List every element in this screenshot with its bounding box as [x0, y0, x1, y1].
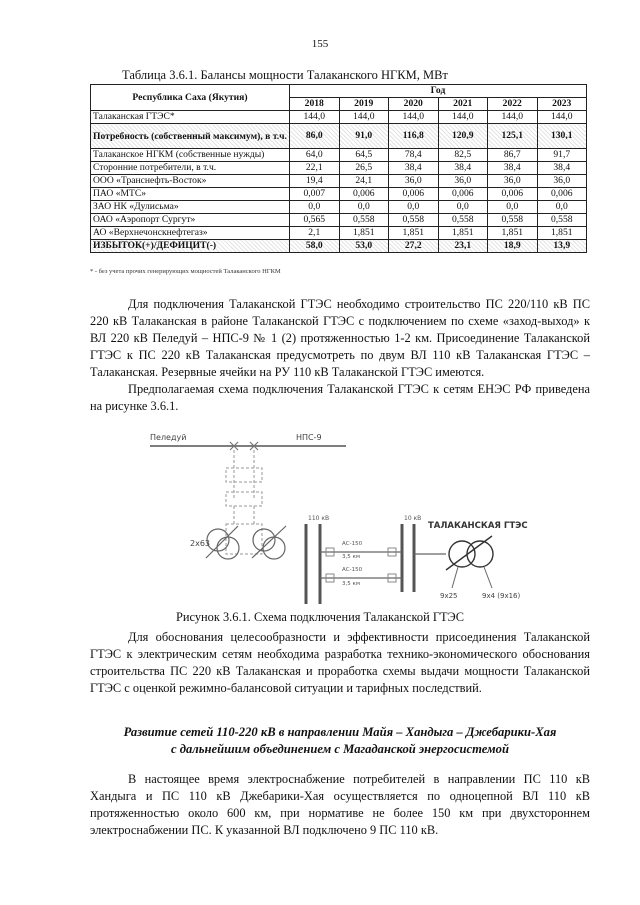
table-title: Таблица 3.6.1. Балансы мощности Талаканского НГКМ, МВт — [122, 68, 448, 82]
generator-taps — [452, 567, 492, 588]
section-heading — [90, 724, 590, 758]
value-cell: 27,2 — [389, 240, 439, 253]
value-cell: 19,4 — [290, 175, 340, 188]
table-row — [91, 175, 587, 188]
label-gtes: ТАЛАКАНСКАЯ ГТЭС — [428, 521, 528, 531]
row-label: Потребность (собственный максимум), в т.ч. — [91, 124, 290, 149]
value-cell: 22,1 — [290, 162, 340, 175]
year-header: 2020 — [389, 98, 439, 111]
value-cell: 64,5 — [339, 149, 389, 162]
label-line2b: 3,5 км — [342, 581, 360, 587]
year-header: 2019 — [339, 98, 389, 111]
row-label: ПАО «МТС» — [91, 188, 290, 201]
table-footnote: * - без учета прочих генерирующих мощностей Талаканского НГКМ — [90, 268, 281, 275]
value-cell: 1,851 — [339, 227, 389, 240]
row-label: ИЗБЫТОК(+)/ДЕФИЦИТ(-) — [91, 240, 290, 253]
table-header-region: Республика Саха (Якутия) — [91, 85, 290, 111]
row-label: ОАО «Аэропорт Сургут» — [91, 214, 290, 227]
value-cell: 36,0 — [488, 175, 538, 188]
paragraph-3: Для обоснования целесообразности и эффективности присоединения Талаканской ГТЭС к электрическим сетям необходима разработка технико-экономического обоснования строительства ПС 220 кВ Талаканская и проработка схемы выдачи мощности Талаканской ГТЭС с оценкой режимно-балансовой ситуации и тарифных последствий. — [90, 630, 590, 695]
value-cell: 91,0 — [339, 124, 389, 149]
section-heading-line1: Развитие сетей 110-220 кВ в направлении Майя – Хандыга – Джебарики-Хая — [123, 725, 557, 739]
label-bus110: 110 кВ — [308, 515, 330, 522]
value-cell: 0,0 — [488, 201, 538, 214]
value-cell: 0,565 — [290, 214, 340, 227]
planned-branches — [226, 450, 262, 554]
label-peleduy: Пеледуй — [150, 433, 187, 442]
value-cell: 0,558 — [488, 214, 538, 227]
paragraph-2: Предполагаемая схема подключения Талаканской ГТЭС к сетям ЕНЭС РФ приведена на рисунке 3.6.1. — [90, 382, 590, 413]
section-heading-line2: с дальнейшим объединением с Магаданской энергосистемой — [171, 742, 509, 756]
value-cell: 13,9 — [537, 240, 587, 253]
value-cell: 86,7 — [488, 149, 538, 162]
value-cell: 86,0 — [290, 124, 340, 149]
value-cell: 23,1 — [438, 240, 488, 253]
label-line1a: АС-150 — [342, 541, 363, 547]
value-cell: 2,1 — [290, 227, 340, 240]
value-cell: 36,0 — [389, 175, 439, 188]
connection-scheme-figure — [146, 428, 536, 608]
figure-caption: Рисунок 3.6.1. Схема подключения Талаканской ГТЭС — [175, 610, 465, 624]
value-cell: 130,1 — [537, 124, 587, 149]
value-cell: 91,7 — [537, 149, 587, 162]
value-cell: 116,8 — [389, 124, 439, 149]
paragraph-1: Для подключения Талаканской ГТЭС необходимо строительство ПС 220/110 кВ ПС 220 кВ Талаканская в районе Талаканской ГТЭС с подключением по схеме «заход-выход» к ВЛ 220 кВ Пеледуй – НПС-9 № 1 (2) протяженностью 1-2 км. Присоединение Талаканской ГТЭС к ПС 220 кВ Талаканская предусмотреть по двум ВЛ 110 кВ Талаканская ГТЭС – Талаканская. Резервные ячейки на РУ 110 кВ Талаканской ГТЭС имеются. — [90, 297, 590, 379]
label-trafo: 2х63 — [190, 539, 211, 548]
value-cell: 0,558 — [438, 214, 488, 227]
value-cell: 78,4 — [389, 149, 439, 162]
table-row — [91, 201, 587, 214]
paragraph-4: В настоящее время электроснабжение потребителей в направлении ПС 110 кВ Хандыга и ПС 110 кВ Джебарики-Хая осуществляется по одноцепной ВЛ 110 кВ протяженностью около 600 км, при нормативе не более 150 км при двухстороннем электроснабжении ПС. К указанной ВЛ подключено 9 ПС 110 кВ. — [90, 772, 590, 837]
value-cell: 0,006 — [537, 188, 587, 201]
page-number: 155 — [311, 38, 329, 50]
table-row — [91, 227, 587, 240]
value-cell: 144,0 — [438, 111, 488, 124]
label-line1b: 3,5 км — [342, 554, 360, 560]
value-cell: 53,0 — [339, 240, 389, 253]
value-cell: 0,006 — [438, 188, 488, 201]
row-label: Талаканская ГТЭС* — [91, 111, 290, 124]
label-bus10: 10 кВ — [404, 515, 422, 522]
table-row — [91, 149, 587, 162]
value-cell: 0,558 — [339, 214, 389, 227]
power-balance-table — [90, 84, 587, 253]
row-label: ЗАО НК «Дулисьма» — [91, 201, 290, 214]
row-label: ООО «Транснефть-Восток» — [91, 175, 290, 188]
year-header: 2018 — [290, 98, 340, 111]
value-cell: 18,9 — [488, 240, 538, 253]
value-cell: 144,0 — [339, 111, 389, 124]
label-line2a: АС-150 — [342, 567, 363, 573]
value-cell: 0,007 — [290, 188, 340, 201]
value-cell: 0,0 — [339, 201, 389, 214]
value-cell: 1,851 — [438, 227, 488, 240]
table-row — [91, 162, 587, 175]
value-cell: 0,558 — [389, 214, 439, 227]
value-cell: 0,0 — [290, 201, 340, 214]
value-cell: 0,006 — [339, 188, 389, 201]
value-cell: 36,0 — [438, 175, 488, 188]
table-row — [91, 124, 587, 149]
value-cell: 144,0 — [488, 111, 538, 124]
generator-symbols — [446, 536, 493, 570]
year-header: 2022 — [488, 98, 538, 111]
value-cell: 0,006 — [389, 188, 439, 201]
value-cell: 144,0 — [537, 111, 587, 124]
value-cell: 0,006 — [488, 188, 538, 201]
table-row — [91, 214, 587, 227]
row-label: АО «Верхнечонскнефтегаз» — [91, 227, 290, 240]
value-cell: 125,1 — [488, 124, 538, 149]
value-cell: 120,9 — [438, 124, 488, 149]
value-cell: 0,0 — [537, 201, 587, 214]
table-header-year: Год — [290, 85, 587, 98]
value-cell: 38,4 — [389, 162, 439, 175]
value-cell: 1,851 — [537, 227, 587, 240]
value-cell: 26,5 — [339, 162, 389, 175]
value-cell: 1,851 — [488, 227, 538, 240]
value-cell: 38,4 — [488, 162, 538, 175]
value-cell: 82,5 — [438, 149, 488, 162]
year-header: 2021 — [438, 98, 488, 111]
vl-110-links — [320, 552, 446, 578]
label-gens: 9х25 — [440, 592, 458, 600]
value-cell: 36,0 — [537, 175, 587, 188]
value-cell: 0,0 — [438, 201, 488, 214]
value-cell: 24,1 — [339, 175, 389, 188]
table-row — [91, 111, 587, 124]
switch-boxes — [326, 548, 396, 582]
value-cell: 38,4 — [537, 162, 587, 175]
value-cell: 58,0 — [290, 240, 340, 253]
table-row — [91, 240, 587, 253]
value-cell: 144,0 — [389, 111, 439, 124]
label-aux: 9х4 (9х16) — [482, 592, 521, 600]
value-cell: 38,4 — [438, 162, 488, 175]
value-cell: 0,558 — [537, 214, 587, 227]
table-row — [91, 188, 587, 201]
row-label: Сторонние потребители, в т.ч. — [91, 162, 290, 175]
value-cell: 64,0 — [290, 149, 340, 162]
year-header: 2023 — [537, 98, 587, 111]
value-cell: 1,851 — [389, 227, 439, 240]
busbars — [306, 524, 414, 604]
row-label: Талаканское НГКМ (собственные нужды) — [91, 149, 290, 162]
value-cell: 0,0 — [389, 201, 439, 214]
label-nps9: НПС-9 — [296, 433, 322, 442]
value-cell: 144,0 — [290, 111, 340, 124]
